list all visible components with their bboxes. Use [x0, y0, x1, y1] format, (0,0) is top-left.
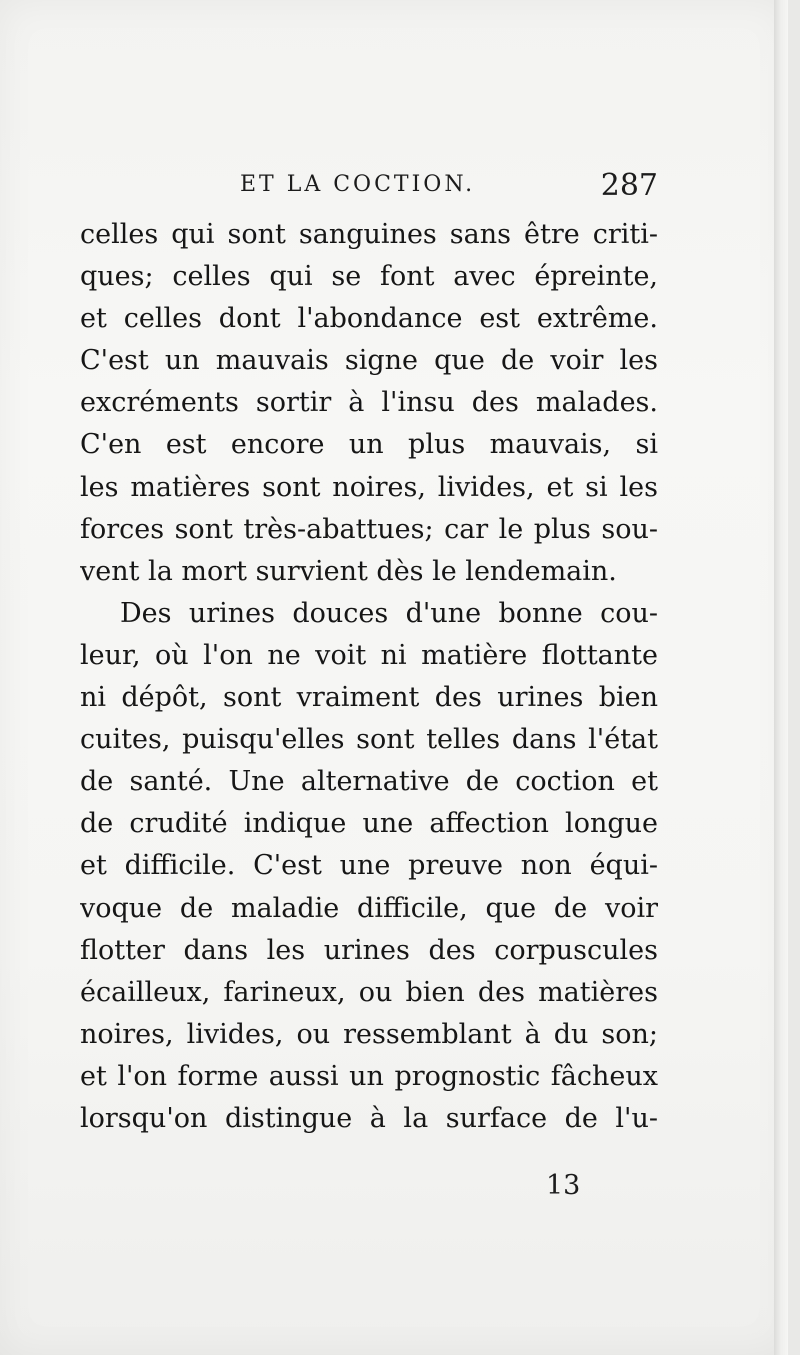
text-line: cuites, puisqu'elles sont telles dans l'état — [80, 724, 658, 756]
text-line: lorsqu'on distingue à la surface de l'u- — [80, 1102, 658, 1134]
text-line: celles qui sont sanguines sans être criti- — [80, 219, 658, 250]
text-line: voque de maladie difficile, que de voir — [80, 892, 658, 924]
text-line: vent la mort survient dès le lendemain. — [80, 555, 617, 587]
text-line: écailleux, farineux, ou bien des matières — [80, 976, 658, 1008]
text-line: C'en est encore un plus mauvais, si — [80, 429, 658, 461]
page-edge — [774, 0, 788, 1355]
text-line: noires, livides, ou ressemblant à du son; — [80, 1018, 658, 1050]
text-line: leur, où l'on ne voit ni matière flottante — [80, 639, 658, 671]
page-header — [80, 168, 658, 208]
text-line: et l'on forme aussi un prognostic fâcheux — [80, 1060, 658, 1092]
paragraph-start-line: Des urines douces d'une bonne cou- — [120, 597, 658, 629]
text-line: et celles dont l'abondance est extrême. — [80, 303, 658, 335]
text-line: forces sont très-abattues; car le plus sou- — [80, 513, 658, 545]
text-line: flotter dans les urines des corpuscules — [80, 934, 658, 966]
signature-mark: 13 — [546, 1170, 581, 1201]
text-line: et difficile. C'est une preuve non équi- — [80, 850, 658, 882]
text-line: les matières sont noires, livides, et si les — [80, 471, 658, 503]
text-line: ques; celles qui se font avec épreinte, — [80, 261, 658, 293]
text-line: C'est un mauvais signe que de voir les — [80, 345, 658, 377]
text-line: excréments sortir à l'insu des malades. — [80, 387, 658, 419]
body-text — [80, 214, 658, 1140]
page-number: 287 — [600, 168, 658, 203]
running-head: ET LA COCTION. — [240, 172, 476, 197]
text-line: de santé. Une alternative de coction et — [80, 766, 658, 798]
text-line: ni dépôt, sont vraiment des urines bien — [80, 682, 658, 714]
text-line: de crudité indique une affection longue — [80, 808, 658, 840]
